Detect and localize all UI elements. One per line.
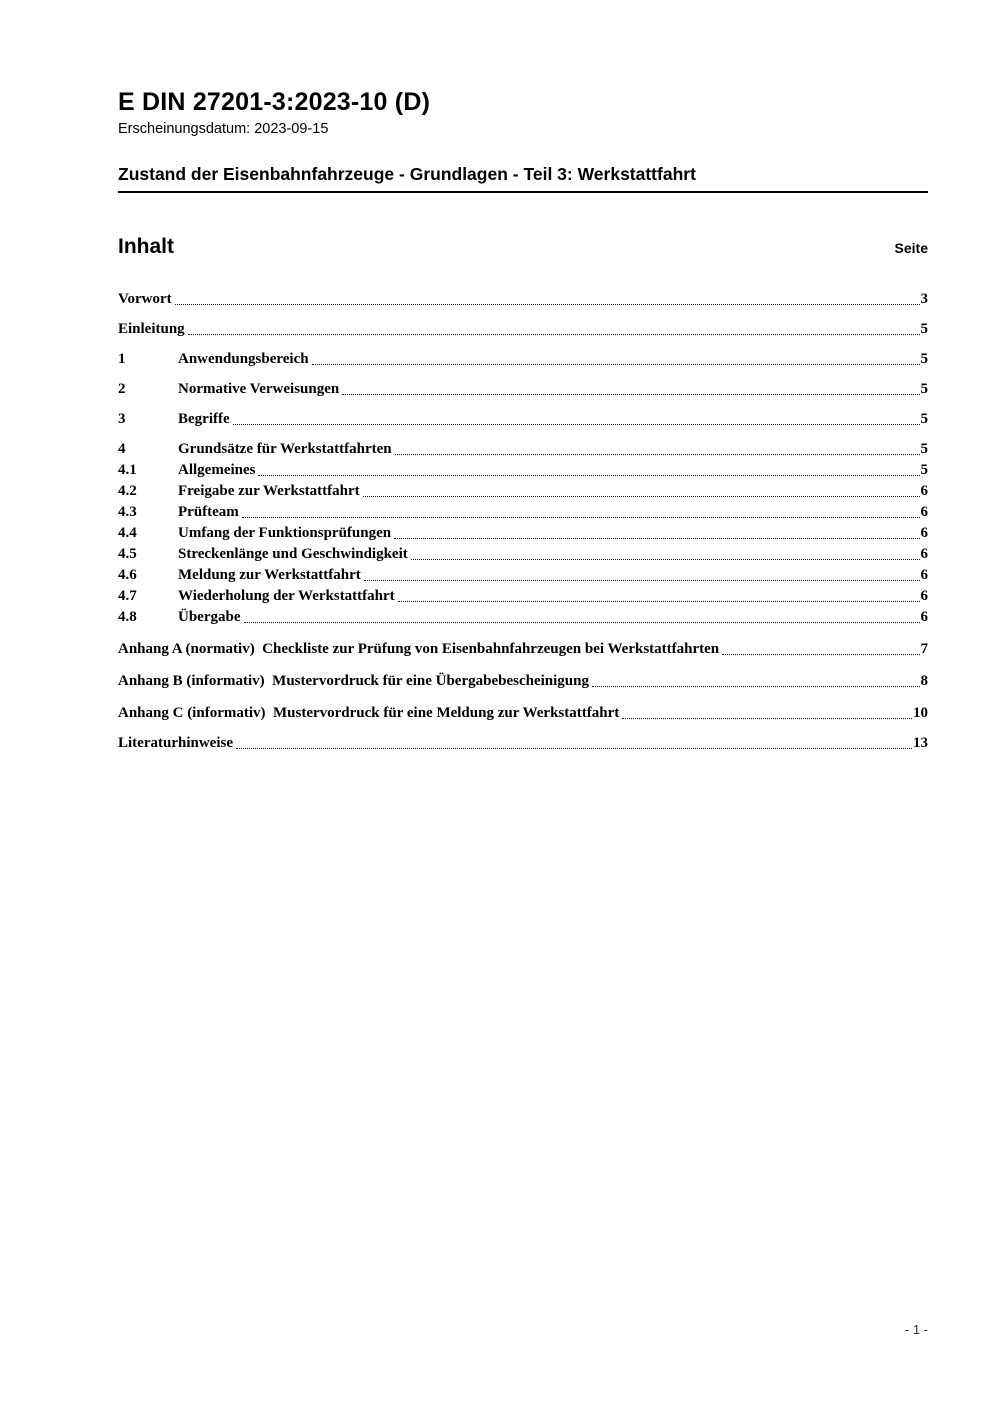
toc-entry-page: 5 bbox=[920, 381, 928, 397]
toc-entry-page: 6 bbox=[920, 567, 928, 583]
toc-entry-page: 5 bbox=[920, 441, 928, 457]
toc-leader-dots bbox=[342, 394, 919, 395]
page-number: - 1 - bbox=[904, 1322, 928, 1337]
toc-entry-label: Prüfteam bbox=[178, 504, 239, 520]
toc-entry-label: Literaturhinweise bbox=[118, 735, 233, 751]
toc-entry bbox=[118, 671, 928, 691]
toc-leader-dots bbox=[258, 475, 919, 476]
toc-leader-dots bbox=[188, 334, 920, 335]
toc-entry-page: 5 bbox=[920, 321, 928, 337]
toc-page-column-label: Seite bbox=[894, 240, 928, 256]
toc-entry-page: 8 bbox=[920, 673, 928, 689]
toc-entry-number: 1 bbox=[118, 351, 126, 367]
toc-entry bbox=[118, 481, 928, 501]
toc-entry-number: 2 bbox=[118, 381, 126, 397]
toc-entry bbox=[118, 349, 928, 369]
toc-leader-dots bbox=[411, 559, 920, 560]
toc-entry bbox=[118, 439, 928, 459]
toc-entry-label: Anhang B (informativ) Mustervordruck für eine Übergabebescheinigung bbox=[118, 673, 589, 689]
toc-entry-label: Meldung zur Werkstattfahrt bbox=[178, 567, 361, 583]
toc-entry-label: Anhang A (normativ) Checkliste zur Prüfung von Eisenbahnfahrzeugen bei Werkstattfahrten bbox=[118, 641, 720, 657]
toc-entry-label: Streckenlänge und Geschwindigkeit bbox=[178, 546, 408, 562]
toc-entry-number: 4 bbox=[118, 441, 126, 457]
toc-entry-page: 5 bbox=[920, 462, 928, 478]
toc-entry-number: 4.5 bbox=[118, 546, 137, 562]
toc-entry-label: Freigabe zur Werkstattfahrt bbox=[178, 483, 360, 499]
toc-leader-dots bbox=[592, 686, 920, 687]
toc-entry-number: 3 bbox=[118, 411, 126, 427]
toc-header-row bbox=[118, 235, 928, 259]
toc-leader-dots bbox=[233, 424, 920, 425]
toc-entry-page: 5 bbox=[920, 411, 928, 427]
toc-entry-page: 6 bbox=[920, 588, 928, 604]
toc-entry-label: Wiederholung der Werkstattfahrt bbox=[178, 588, 395, 604]
toc-leader-dots bbox=[395, 454, 920, 455]
toc-entry-page: 6 bbox=[920, 483, 928, 499]
toc-leader-dots bbox=[722, 654, 919, 655]
toc-entry-page: 7 bbox=[920, 641, 928, 657]
toc-entry bbox=[118, 319, 928, 339]
toc-entry-label: Begriffe bbox=[178, 411, 230, 427]
toc-entry-label: Umfang der Funktionsprüfungen bbox=[178, 525, 392, 541]
toc-leader-dots bbox=[622, 718, 912, 719]
document-title: E DIN 27201-3:2023-10 (D) bbox=[118, 88, 431, 116]
toc-entry bbox=[118, 502, 928, 522]
toc-entry-label: Normative Verweisungen bbox=[178, 381, 340, 397]
toc-entry-number: 4.4 bbox=[118, 525, 137, 541]
toc-leader-dots bbox=[394, 538, 919, 539]
toc-entry bbox=[118, 460, 928, 480]
toc-entry-page: 13 bbox=[913, 735, 928, 751]
toc-entry-number: 4.1 bbox=[118, 462, 137, 478]
toc-entry-page: 6 bbox=[920, 504, 928, 520]
toc-entry-page: 6 bbox=[920, 525, 928, 541]
toc-entry-page: 6 bbox=[920, 546, 928, 562]
toc-leader-dots bbox=[242, 517, 920, 518]
toc-entry-page: 5 bbox=[920, 351, 928, 367]
toc-entry-page: 6 bbox=[920, 609, 928, 625]
toc-entry-label: Anhang C (informativ) Mustervordruck für eine Meldung zur Werkstattfahrt bbox=[118, 705, 620, 721]
toc-entry bbox=[118, 289, 928, 309]
toc-entry-label: Grundsätze für Werkstattfahrten bbox=[178, 441, 392, 457]
toc-leader-dots bbox=[236, 748, 912, 749]
toc-entry-number: 4.6 bbox=[118, 567, 137, 583]
toc-entry bbox=[118, 565, 928, 585]
toc-entry-label: Vorwort bbox=[118, 291, 172, 307]
publication-date: Erscheinungsdatum: 2023-09-15 bbox=[118, 121, 329, 137]
toc-entry-page: 3 bbox=[920, 291, 928, 307]
toc-entry-label: Einleitung bbox=[118, 321, 185, 337]
toc-heading: Inhalt bbox=[118, 235, 174, 258]
toc-list bbox=[118, 289, 928, 753]
toc-entry bbox=[118, 733, 928, 753]
toc-entry-label: Übergabe bbox=[178, 609, 241, 625]
toc-entry-label: Allgemeines bbox=[178, 462, 256, 478]
toc-entry-label: Anwendungsbereich bbox=[178, 351, 309, 367]
toc-entry bbox=[118, 523, 928, 543]
toc-entry bbox=[118, 409, 928, 429]
toc-leader-dots bbox=[244, 622, 920, 623]
toc-entry bbox=[118, 703, 928, 723]
toc-leader-dots bbox=[398, 601, 920, 602]
toc-entry bbox=[118, 379, 928, 399]
toc-entry-number: 4.8 bbox=[118, 609, 137, 625]
toc-leader-dots bbox=[364, 580, 920, 581]
toc-entry-page: 10 bbox=[913, 705, 928, 721]
toc-leader-dots bbox=[175, 304, 920, 305]
toc-leader-dots bbox=[312, 364, 920, 365]
document-subtitle: Zustand der Eisenbahnfahrzeuge - Grundlagen - Teil 3: Werkstattfahrt bbox=[118, 164, 928, 193]
toc-entry bbox=[118, 544, 928, 564]
toc-entry-number: 4.3 bbox=[118, 504, 137, 520]
toc-entry-number: 4.2 bbox=[118, 483, 137, 499]
toc-entry bbox=[118, 639, 928, 659]
toc-entry bbox=[118, 607, 928, 627]
toc-entry bbox=[118, 586, 928, 606]
toc-leader-dots bbox=[363, 496, 920, 497]
toc-entry-number: 4.7 bbox=[118, 588, 137, 604]
